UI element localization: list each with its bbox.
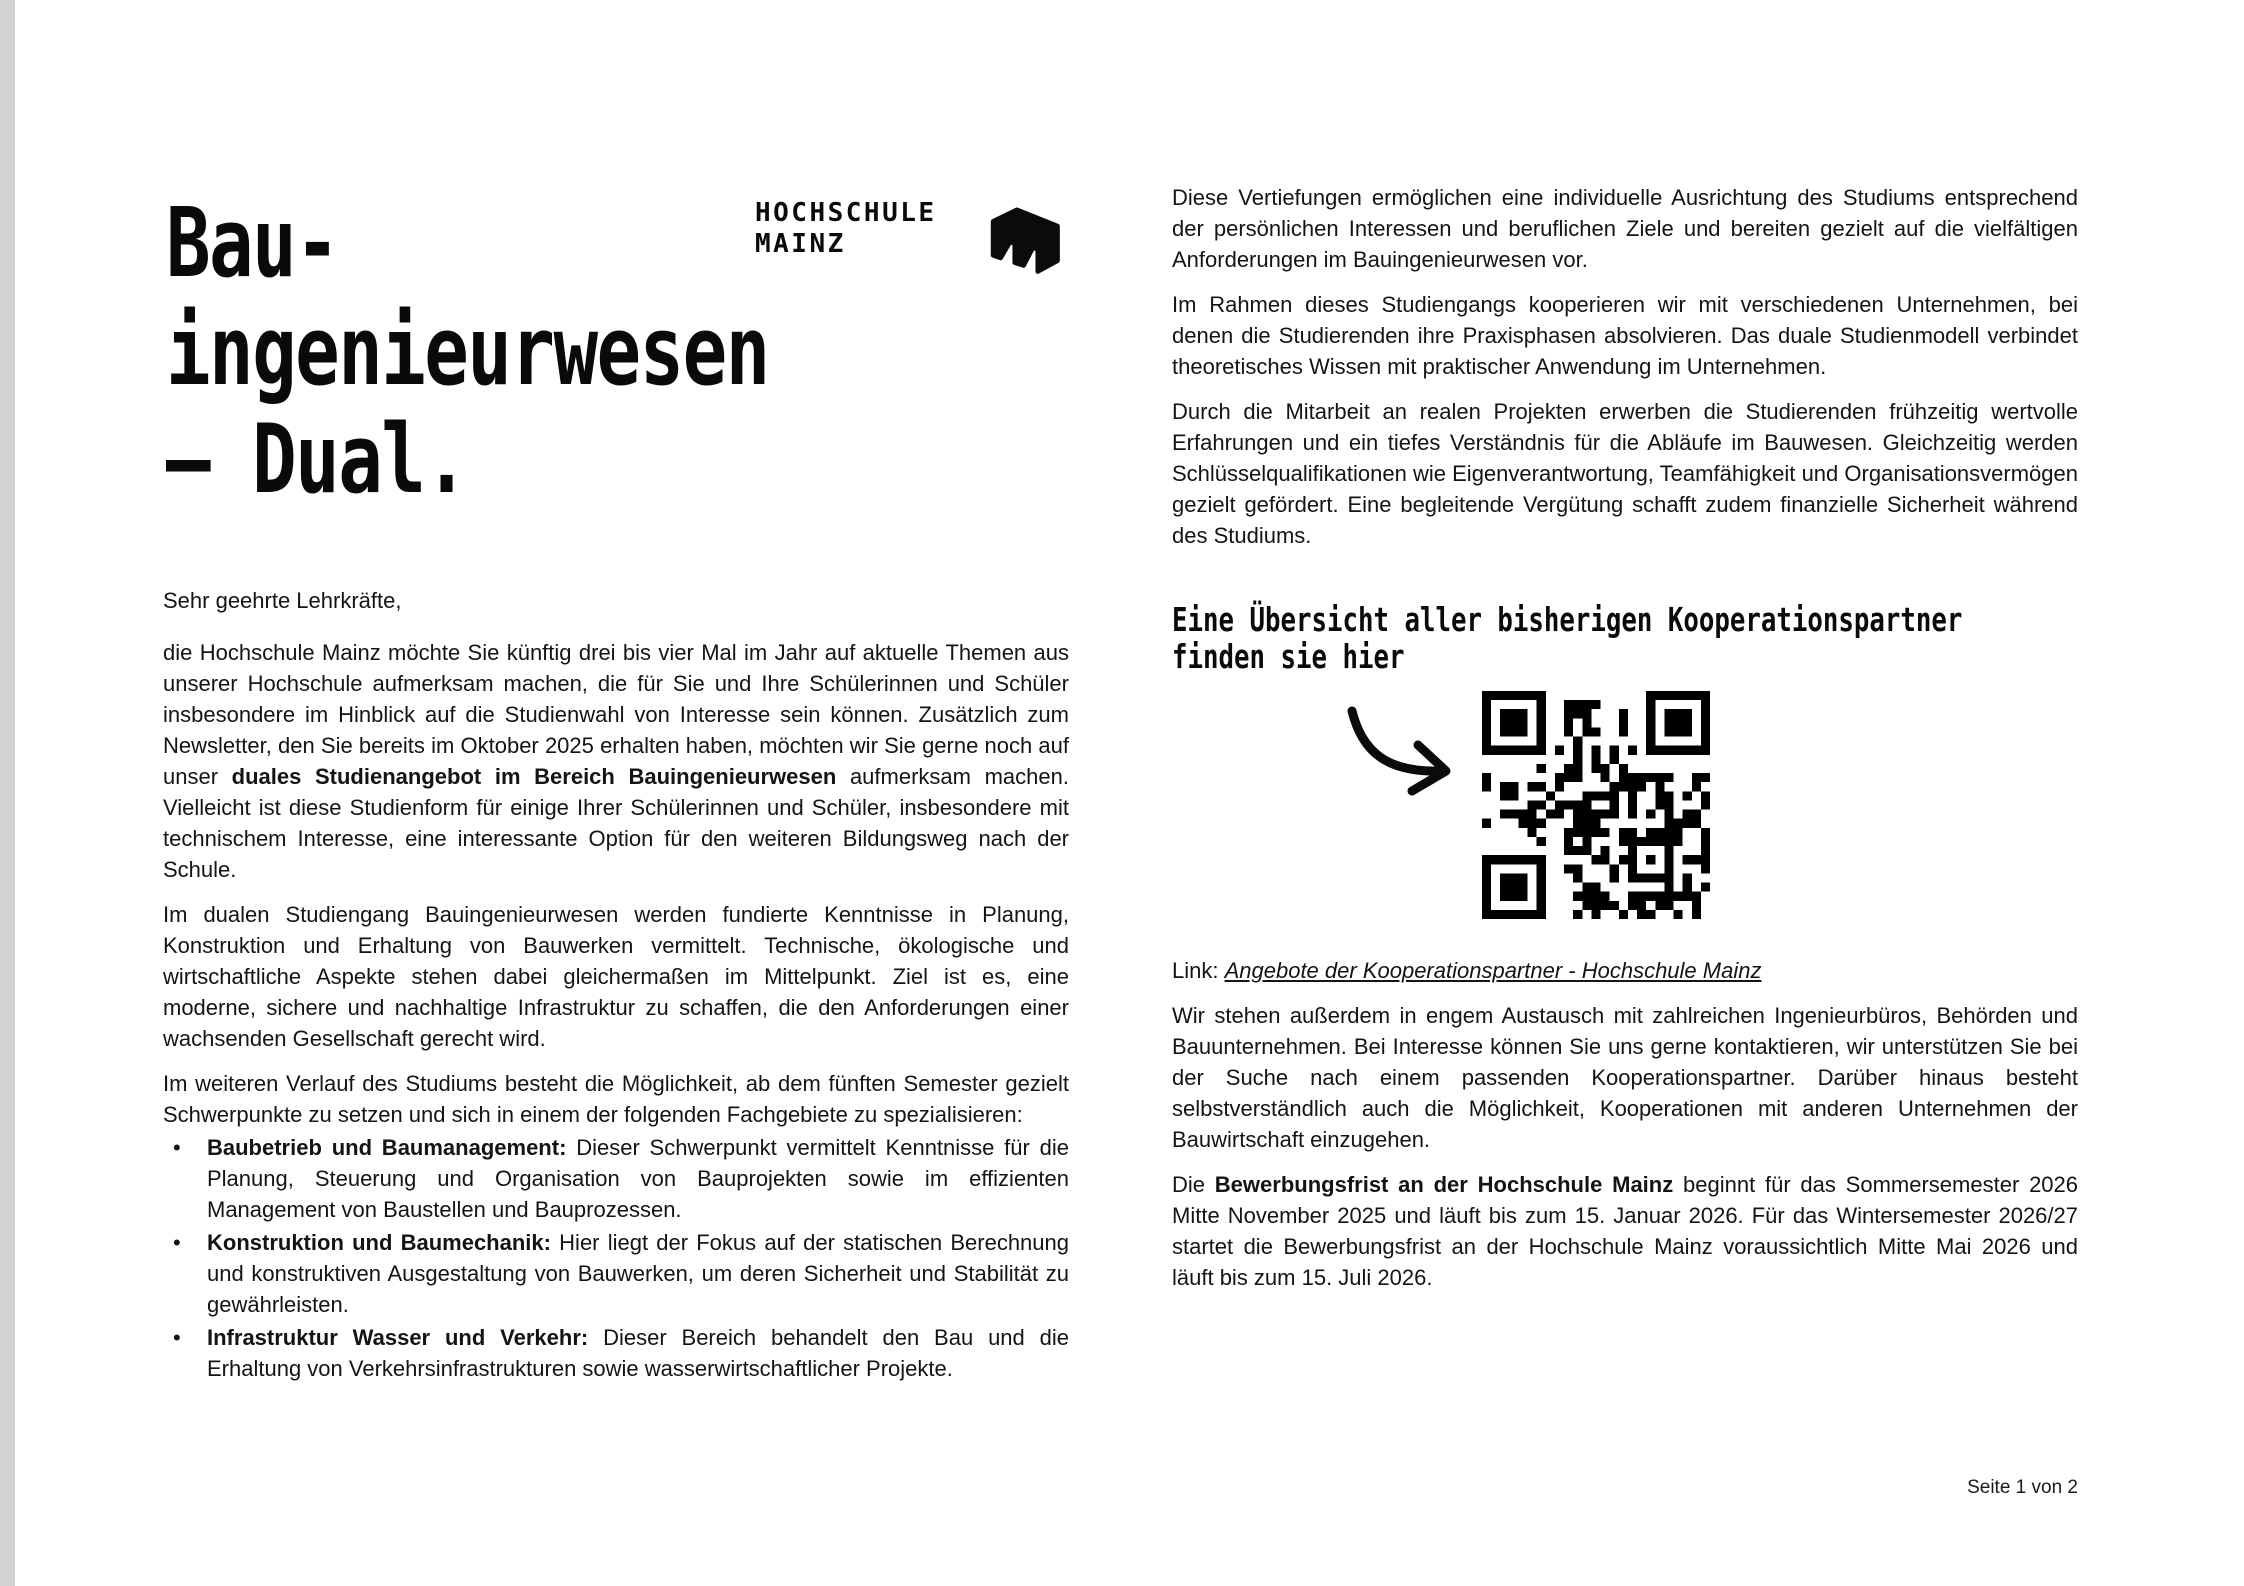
paragraph-schwerpunkte: Im weiteren Verlauf des Studiums besteht die Möglichkeit, ab dem fünften Semester gezielt Schwerpunkte zu setzen und sich in einem der folgenden Fachgebiete zu spezialisieren: [163,1071,1069,1127]
title-line-3: — Dual. [166,405,468,515]
left-column [163,585,1069,1386]
bullet-list [163,1132,1069,1384]
bullet-marker: • [173,1230,181,1255]
title-line-2: ingenieurwesen [166,297,769,407]
paragraph-mitarbeit: Durch die Mitarbeit an realen Projekten erwerben die Studierenden frühzeitig wertvolle Erfahrungen und ein tiefes Verständnis für die Abläufe im Bauwesen. Gleichzeitig werden Schlüsselqualifikationen wie Eigenverantwortung, Teamfähigkeit und Organisationsvermögen gezielt gefördert. Eine begleitende Vergütung schafft zudem finanzielle Sicherheit während des Studiums. [1172,399,2078,548]
link-label: Link: [1172,958,1225,983]
bullet-text: Baubetrieb und Baumanagement: Dieser Schwerpunkt vermittelt Kenntnisse für die Planung, Steuerung und Organisation von Bauprojekten sowie im effizienten Management von Baustellen und Bauprozessen. [207,1135,1070,1222]
paragraph-studiengang: Im dualen Studiengang Bauingenieurwesen werden fundierte Kenntnisse in Planung, Konstruktion und Erhaltung von Bauwerken vermittelt. Technische, ökologische und wirtschaftliche Aspekte stehen dabei gleichermaßen im Mittelpunkt. Ziel ist es, eine moderne, sichere und nachhaltige Infrastruktur zu schaffen, die den Anforderungen einer wachsenden Gesellschaft gerecht wird. [163,902,1069,1051]
page-title [166,190,769,514]
paragraph-vertiefungen: Diese Vertiefungen ermöglichen eine individuelle Ausrichtung des Studiums entsprechend der persönlichen Interessen und beruflichen Ziele und bereiten gezielt auf die vielfältigen Anforderungen im Bauingenieurwesen vor. [1172,185,2078,272]
paragraph-bewerbungsfrist: Die Bewerbungsfrist an der Hochschule Mainz beginnt für das Sommersemester 2026 Mitte November 2025 und läuft bis zum 15. Januar 2026. Für das Wintersemester 2026/27 startet die Bewerbungsfrist an der Hochschule Mainz voraussichtlich Mitte Mai 2026 und läuft bis zum 15. Juli 2026. [1172,1172,2079,1290]
hochschule-mainz-wordmark [755,198,937,260]
bullet-item-konstruktion [163,1227,1069,1320]
paragraph-austausch: Wir stehen außerdem in engem Austausch mit zahlreichen Ingenieurbüros, Behörden und Bauunternehmen. Bei Interesse können Sie uns gerne kontaktieren, wir unterstützen Sie bei der Suche nach einem passenden Kooperationspartner. Darüber hinaus besteht selbstverständlich auch die Möglichkeit, Kooperationen mit anderen Unternehmen der Bauwirtschaft einzugehen. [1172,1003,2078,1152]
bullet-item-baubetrieb [163,1132,1069,1225]
salutation: Sehr geehrte Lehrkräfte, [163,588,402,613]
qr-code [1482,691,1710,919]
title-line-1: Bau- [166,189,339,299]
bullet-text: Infrastruktur Wasser und Verkehr: Dieser Bereich behandelt den Bau und die Erhaltung von Verkehrsinfrastrukturen sowie wasserwirtschaftlicher Projekte. [207,1325,1069,1381]
paragraph-kooperation: Im Rahmen dieses Studiengangs kooperieren wir mit verschiedenen Unternehmen, bei denen die Studierenden ihre Praxisphasen absolvieren. Das duale Studienmodell verbindet theoretisches Wissen mit praktischer Anwendung im Unternehmen. [1172,292,2078,379]
cooperation-link-line [1172,955,2078,986]
qr-heading-line-2: finden sie hier [1172,637,1405,676]
paragraph-intro: die Hochschule Mainz möchte Sie künftig drei bis vier Mal im Jahr auf aktuelle Themen aus unserer Hochschule aufmerksam machen, die für Sie und Ihre Schülerinnen und Schüler insbesondere im Hinblick auf die Studienwahl von Interesse sein können. Zusätzlich zum Newsletter, den Sie bereits im Oktober 2025 erhalten haben, möchten wir Sie gerne noch auf unser duales Studienangebot im Bereich Bauingenieurwesen aufmerksam machen. Vielleicht ist diese Studienform für einige Ihrer Schülerinnen und Schüler, insbesondere mit technischem Interesse, eine interessante Option für den weiteren Bildungsweg nach der Schule. [163,640,1069,882]
qr-row [1172,691,2078,941]
wordmark-line-1: HOCHSCHULE [755,198,937,228]
cooperation-partners-link[interactable]: Angebote der Kooperationspartner - Hochschule Mainz [1224,958,1762,983]
bullet-marker: • [173,1135,181,1160]
bullet-marker: • [173,1325,181,1350]
left-edge-strip [0,0,15,1586]
hochschule-mainz-m-mark-icon [976,197,1078,285]
qr-section-heading [1172,600,1963,676]
wordmark-line-2: MAINZ [755,229,846,259]
qr-heading-line-1: Eine Übersicht aller bisherigen Kooperationspartner [1172,600,1963,639]
page-number: Seite 1 von 2 [1967,1477,2078,1498]
bullet-text: Konstruktion und Baumechanik: Hier liegt der Fokus auf der statischen Berechnung und konstruktiven Ausgestaltung von Bauwerken, um deren Sicherheit und Stabilität zu gewährleisten. [207,1230,1069,1317]
curved-arrow-icon [1342,705,1492,815]
bullet-item-infrastruktur [163,1322,1069,1384]
right-column [1172,182,2078,1307]
